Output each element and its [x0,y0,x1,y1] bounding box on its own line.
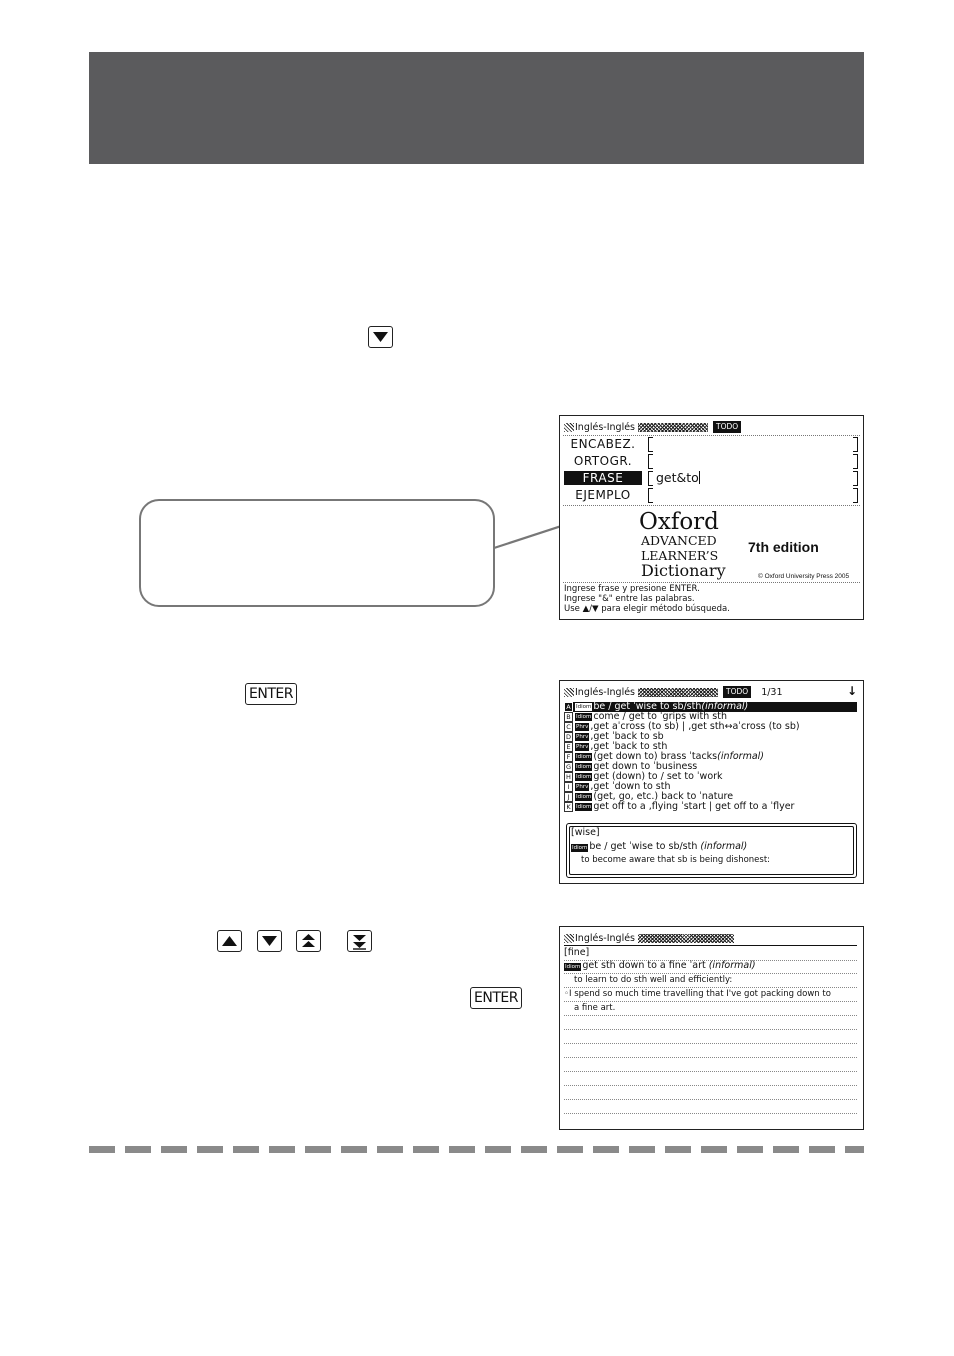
preview-pane [566,823,857,878]
result-item[interactable]: I Phrv ,get ˈdown to sth [564,782,857,792]
headword-input[interactable] [648,437,858,451]
entry-example: ◦I spend so much time travelling that I've got packing down to [564,987,857,1002]
result-item[interactable]: C Phrv ,get aˈcross (to sb) | ,get sth↔aˈcross (to sb) [564,722,857,732]
text-cursor [699,471,700,484]
dictionary-title: Inglés-Inglés [575,686,636,698]
oxford-logo-line: Dictionary [641,561,726,580]
blank-line [564,1099,857,1114]
field-row-frase[interactable] [564,470,699,486]
callout-bubble [139,499,495,607]
preview-headword: [wise] [571,827,600,838]
spelling-input[interactable] [648,454,858,468]
copyright-note: © Oxford University Press 2005 [758,573,850,580]
example-input[interactable] [648,488,858,502]
search-screen [559,415,864,620]
dashed-divider [89,1146,864,1153]
result-item[interactable]: G Idiom get down to ˈbusiness [565,761,698,772]
separator [563,582,860,583]
oxford-logo-line: ADVANCED [641,533,717,548]
result-item[interactable]: B Idiom come / get to ˈgrips with sth [564,712,857,722]
dictionary-title: Inglés-Inglés [575,932,636,944]
screen-title-bar [564,685,783,699]
hatch-fill [638,688,718,697]
screen-title-bar [564,931,737,945]
mode-badge: TODO [723,686,751,698]
enter-key-icon: ENTER [470,987,522,1009]
entry-headword: [fine] [564,945,857,961]
screen-title-bar [564,420,741,434]
result-item[interactable]: K Idiom get off to a ,flying ˈstart | get off to a ˈflyer [564,802,857,812]
status-line: Use ▲/▼ para elegir método búsqueda. [564,604,730,614]
field-row-encabez[interactable] [564,436,642,452]
edition-label: 7th edition [748,539,819,555]
status-line: Ingrese "&" entre las palabras. [564,594,695,604]
field-row-ejemplo[interactable] [564,487,642,503]
blank-line [564,1057,857,1072]
field-label: ENCABEZ. [570,437,636,451]
result-item[interactable]: E Phrv ,get ˈback to sth [564,742,857,752]
entry-definition: to learn to do sth well and efficiently: [564,973,857,988]
field-row-ortogr[interactable] [564,453,642,469]
hatch-icon [564,934,574,943]
blank-line [564,1029,857,1044]
field-label-active: FRASE [564,471,642,485]
hatch-icon [564,423,574,432]
hatch-icon [564,688,574,697]
separator [563,505,860,506]
result-item[interactable]: F Idiom (get down to) brass ˈtacks (informal) [564,752,857,762]
entry-idiom: Idiom get sth down to a fine ˈart (informal) [564,959,857,974]
oxford-logo-line: LEARNER’S [641,548,719,563]
result-item[interactable]: D Phrv ,get ˈback to sb [565,731,664,742]
entry-screen [559,926,864,1130]
result-item[interactable]: J Idiom (get, go, etc.) back to ˈnature [564,792,857,802]
mode-badge: TODO [713,421,741,433]
scroll-down-icon: ↓ [846,684,857,698]
results-screen [559,680,864,884]
oxford-logo-line: Oxford [639,509,719,535]
phrase-input[interactable] [648,471,858,485]
hatch-fill [638,423,708,432]
status-line: Ingrese frase y presione ENTER. [564,584,700,594]
enter-key-icon: ENTER [245,683,297,705]
phrase-value: get&to [656,470,699,485]
blank-line [564,1071,857,1086]
blank-line [564,1015,857,1030]
entry-example: a fine art. [564,1001,857,1016]
dictionary-title: Inglés-Inglés [575,421,636,433]
result-item[interactable]: A Idiom be / get ˈwise to sb/sth (informal) [564,702,857,712]
preview-definition: to become aware that sb is being dishonest: [581,855,771,865]
hatch-fill [638,934,734,943]
result-counter: 1/31 [761,686,783,698]
blank-line [564,1085,857,1100]
preview-idiom: Idiom be / get ˈwise to sb/sth (informal) [572,841,748,852]
blank-line [564,1043,857,1058]
result-item[interactable]: H Idiom get (down) to / set to ˈwork [564,772,857,782]
field-label: ORTOGR. [573,454,633,468]
field-label: EJEMPLO [575,488,631,502]
